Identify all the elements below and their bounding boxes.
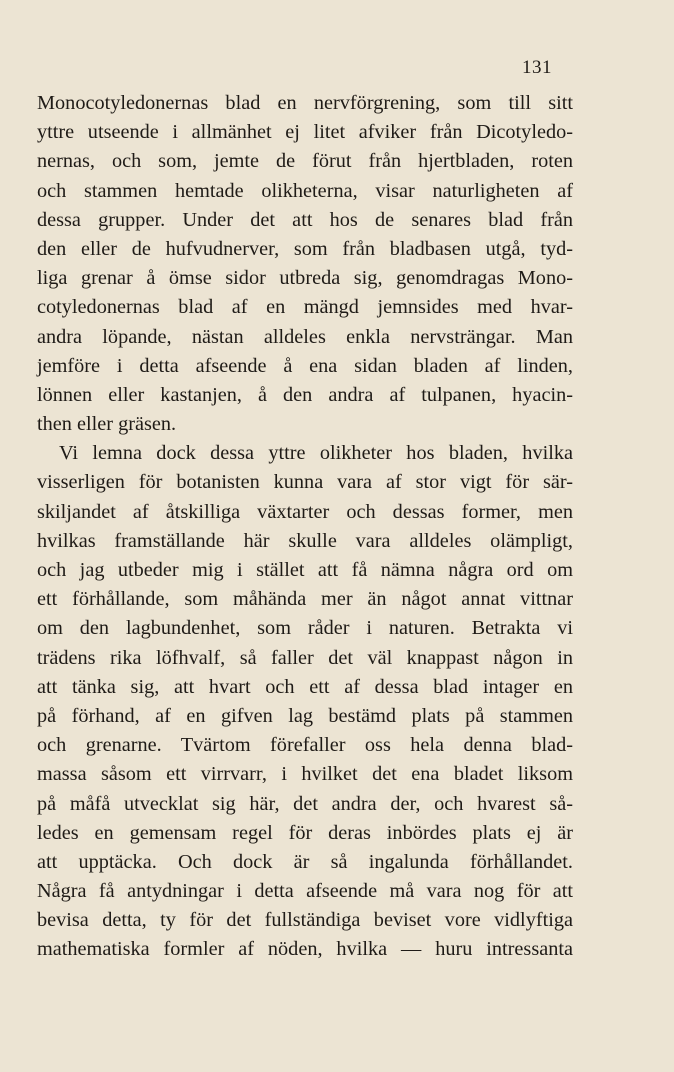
page-number: 131 <box>522 57 552 78</box>
text-line: jemföre i detta afseende å ena sidan bladen af linden, <box>37 354 573 377</box>
text-line: massa såsom ett virrvarr, i hvilket det ena bladet liksom <box>37 763 573 786</box>
text-line: att tänka sig, att hvart och ett af dessa blad intager en <box>37 675 573 698</box>
text-line: ett förhållande, som måhända mer än något annat vittnar <box>37 588 573 611</box>
text-line: yttre utseende i allmänhet ej litet afviker från Dicotyledo- <box>37 121 573 144</box>
text-line: dessa grupper. Under det att hos de senares blad från <box>37 208 573 231</box>
text-line: visserligen för botanisten kunna vara af stor vigt för sär- <box>37 471 573 494</box>
text-line: cotyledonernas blad af en mängd jemnsides med hvar- <box>37 296 573 319</box>
text-line: ledes en gemensam regel för deras inbördes plats ej är <box>37 821 573 844</box>
text-line: Några få antydningar i detta afseende må vara nog för att <box>37 880 573 903</box>
text-line: bevisa detta, ty för det fullständiga beviset vore vidlyftiga <box>37 909 573 932</box>
text-line: och jag utbeder mig i stället att få nämna några ord om <box>37 559 573 581</box>
text-line: lönnen eller kastanjen, å den andra af tulpanen, hyacin- <box>37 383 573 406</box>
text-line: att upptäcka. Och dock är så ingalunda förhållandet. <box>37 850 573 873</box>
text-line: på förhand, af en gifven lag bestämd plats på stammen <box>37 704 573 727</box>
text-line: andra löpande, nästan alldeles enkla nervsträngar. Man <box>37 325 573 348</box>
text-line: nernas, och som, jemte de förut från hjertbladen, roten <box>37 150 573 173</box>
text-line: liga grenar å ömse sidor utbreda sig, genomdragas Mono- <box>37 267 573 290</box>
text-line: om den lagbundenhet, som råder i naturen. Betrakta vi <box>37 617 573 640</box>
paragraph-end-line: then eller gräsen. <box>37 413 177 436</box>
text-line: hvilkas framställande här skulle vara alldeles olämpligt, <box>37 529 573 552</box>
text-line: den eller de hufvudnerver, som från bladbasen utgå, tyd- <box>37 237 573 260</box>
body-text <box>37 89 573 965</box>
text-line: och stammen hemtade olikheterna, visar naturligheten af <box>37 179 573 202</box>
text-line: och grenarne. Tvärtom förefaller oss hela denna blad- <box>37 734 573 757</box>
paragraph-start-line: Vi lemna dock dessa yttre olikheter hos bladen, hvilka <box>59 442 573 465</box>
text-line: trädens rika löfhvalf, så faller det väl knappast någon in <box>37 646 573 669</box>
text-line: på måfå utvecklat sig här, det andra der, och hvarest så- <box>37 792 573 815</box>
text-line: mathematiska formler af nöden, hvilka — huru intressanta <box>37 938 573 961</box>
text-line: Monocotyledonernas blad en nervförgrening, som till sitt <box>37 92 573 114</box>
text-line: skiljandet af åtskilliga växtarter och dessas former, men <box>37 500 573 523</box>
